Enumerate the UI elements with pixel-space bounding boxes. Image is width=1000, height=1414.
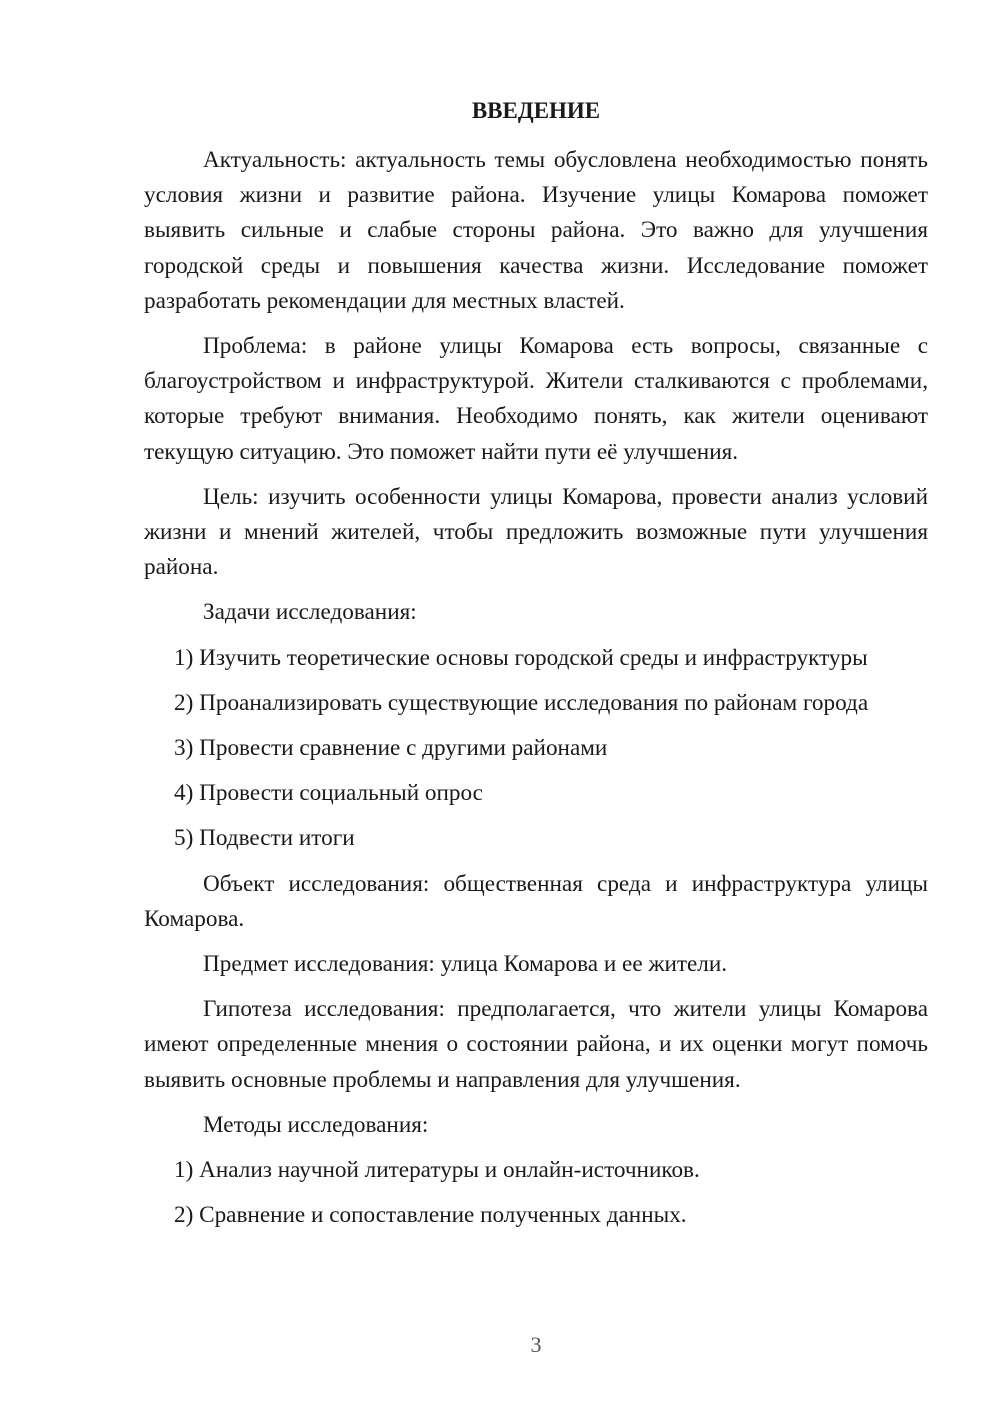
- problem-paragraph: Проблема: в районе улицы Комарова есть вопросы, связанные с благоустройством и инфраструктурой. Жители сталкиваются с проблемами, которые требуют внимания. Необходимо понять, как жители оценивают текущую ситуацию. Это поможет найти пути её улучшения.: [144, 333, 928, 465]
- object-paragraph: Объект исследования: общественная среда и инфраструктура улицы Комарова.: [144, 870, 928, 932]
- methods-list: [144, 1153, 928, 1233]
- page-title: ВВЕДЕНИЕ: [471, 98, 601, 123]
- list-item: 5) Подвести итоги: [174, 825, 355, 852]
- list-item: 1) Изучить теоретические основы городской среды и инфраструктуры: [174, 644, 868, 671]
- relevance-paragraph: Актуальность: актуальность темы обусловлена необходимостью понять условия жизни и развитие района. Изучение улицы Комарова поможет выявить сильные и слабые стороны района. Это важно для улучшения городской среды и повышения качества жизни. Исследование поможет разработать рекомендации для местных властей.: [144, 147, 928, 314]
- hypothesis-paragraph: Гипотеза исследования: предполагается, что жители улицы Комарова имеют определенные мнения о состоянии района, и их оценки могут помочь выявить основные проблемы и направления для улучшения.: [144, 996, 928, 1093]
- list-item: 2) Проанализировать существующие исследования по районам города: [174, 689, 869, 716]
- list-item: 4) Провести социальный опрос: [174, 780, 483, 807]
- subject-paragraph: Предмет исследования: улица Комарова и ее жители.: [203, 951, 728, 978]
- goal-paragraph: Цель: изучить особенности улицы Комарова, провести анализ условий жизни и мнений жителей, чтобы предложить возможные пути улучшения района.: [144, 483, 928, 581]
- list-item: 2) Сравнение и сопоставление полученных данных.: [174, 1202, 687, 1229]
- tasks-heading: Задачи исследования:: [203, 599, 417, 626]
- page-number: 3: [530, 1332, 542, 1357]
- tasks-list: [144, 641, 928, 857]
- list-item: 1) Анализ научной литературы и онлайн-источников.: [174, 1157, 700, 1184]
- methods-heading: Методы исследования:: [203, 1111, 429, 1138]
- document-body: [144, 143, 928, 1243]
- list-item: 3) Провести сравнение с другими районами: [174, 735, 608, 762]
